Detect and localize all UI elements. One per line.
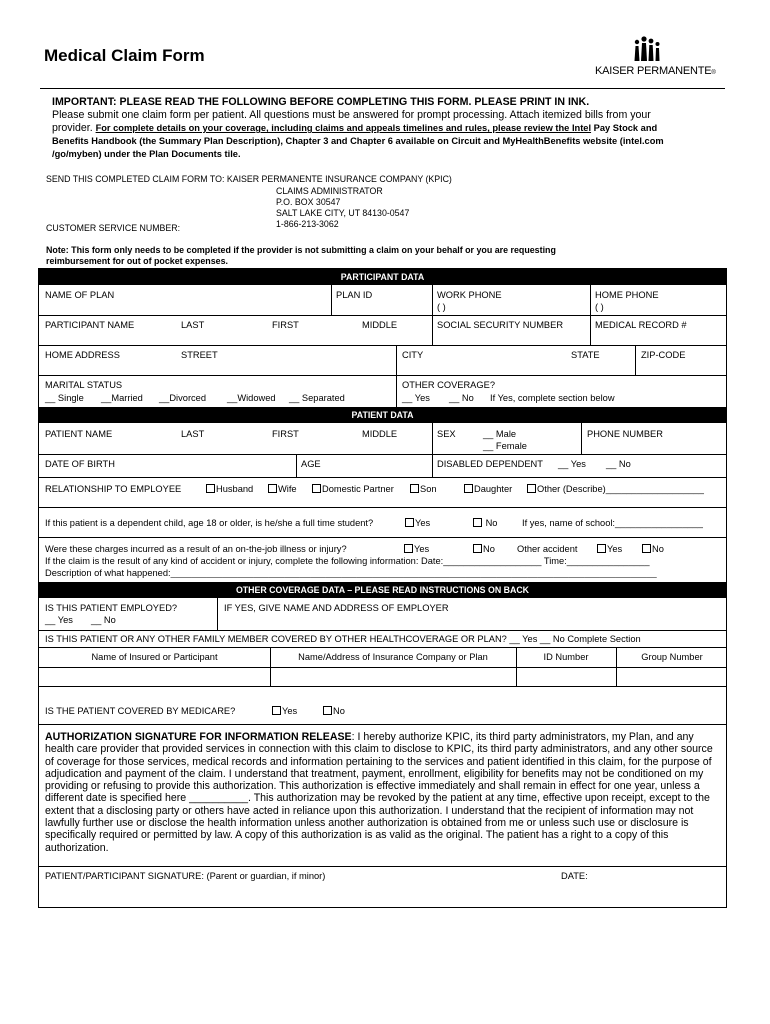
employed-no[interactable]: __ No — [91, 615, 116, 625]
rel-husband-label: Husband — [216, 484, 254, 494]
customer-service-phone: 1-866-213-3062 — [276, 219, 339, 229]
rel-other-label: Other (Describe)___________________ — [537, 484, 704, 494]
other-coverage-no[interactable]: __ No — [449, 393, 474, 403]
medicare-no-label: No — [333, 706, 345, 716]
rel-husband-checkbox[interactable] — [206, 484, 253, 494]
job-injury-question: Were these charges incurred as a result of an on-the-job illness or injury? — [45, 544, 347, 554]
claim-form-box — [38, 268, 727, 908]
checkbox-icon — [597, 544, 606, 553]
medicare-yes-label: Yes — [282, 706, 298, 716]
state-field[interactable]: STATE — [571, 350, 600, 360]
student-no-checkbox[interactable] — [473, 518, 497, 528]
kaiser-people-icon — [633, 36, 661, 62]
mailing-address — [276, 186, 409, 230]
employed-yes[interactable]: __ Yes — [45, 615, 73, 625]
header-divider — [40, 88, 725, 89]
rel-son-label: Son — [420, 484, 437, 494]
home-address-field[interactable]: HOME ADDRESS — [45, 350, 120, 360]
important-heading: IMPORTANT: PLEASE READ THE FOLLOWING BEFORE COMPLETING THIS FORM. PLEASE PRINT IN INK. — [52, 96, 590, 108]
address-line-1: CLAIMS ADMINISTRATOR — [276, 186, 383, 196]
important-line-2a: provider. — [52, 122, 96, 134]
name-of-plan-field[interactable]: NAME OF PLAN — [45, 290, 115, 300]
description-field[interactable]: Description of what happened:______________________________________________________________________________________________ — [45, 568, 657, 578]
participant-data-band: PARTICIPANT DATA — [39, 269, 726, 285]
rel-son-checkbox[interactable] — [410, 484, 437, 494]
student-yes-checkbox[interactable] — [405, 518, 430, 528]
school-name-field[interactable]: If yes, name of school:_________________ — [522, 518, 703, 528]
rel-partner-checkbox[interactable] — [312, 484, 394, 494]
signature-field[interactable]: PATIENT/PARTICIPANT SIGNATURE: (Parent or guardian, if minor) — [45, 871, 326, 881]
street-label: STREET — [181, 350, 218, 360]
authorization-heading: AUTHORIZATION SIGNATURE FOR INFORMATION RELEASE — [45, 731, 352, 743]
marital-married-option[interactable]: __Married — [101, 393, 143, 403]
relationship-label: RELATIONSHIP TO EMPLOYEE — [45, 484, 182, 494]
checkbox-icon — [323, 706, 332, 715]
sex-label: SEX — [437, 429, 456, 439]
col-id-header: ID Number — [543, 652, 589, 662]
age-field[interactable]: AGE — [301, 459, 321, 469]
medical-record-field[interactable]: MEDICAL RECORD # — [595, 320, 687, 330]
job-no-label: No — [483, 544, 495, 554]
accident-yes-checkbox[interactable] — [597, 544, 622, 554]
col-company-header: Name/Address of Insurance Company or Plan — [298, 652, 488, 662]
col-group-header: Group Number — [641, 652, 703, 662]
logo-wordmark: KAISER PERMANENTE — [595, 65, 712, 77]
form-title: Medical Claim Form — [44, 46, 205, 65]
rel-wife-label: Wife — [278, 484, 297, 494]
other-coverage-band: OTHER COVERAGE DATA – PLEASE READ INSTRUCTIONS ON BACK — [39, 582, 726, 598]
checkbox-icon — [527, 484, 536, 493]
dob-field[interactable]: DATE OF BIRTH — [45, 459, 115, 469]
student-question: If this patient is a dependent child, age 18 or older, is he/she a full time student? — [45, 518, 374, 528]
student-yes-label: Yes — [415, 518, 431, 528]
disabled-yes[interactable]: __ Yes — [558, 459, 586, 469]
marital-widowed-option[interactable]: __Widowed — [227, 393, 276, 403]
address-line-3: SALT LAKE CITY, UT 84130-0547 — [276, 208, 410, 218]
important-notice — [52, 96, 722, 161]
accident-yes-label: Yes — [607, 544, 623, 554]
authorization-body: : I hereby authorize KPIC, its third party administrators, my Plan, and any health care provider that provided services in connection with this claim to disclose to KPIC, its third party administrators, and any other source of coverage for those services, medical records and information pertaining to the services and patient identified in this claim, for the purpose of adjudication and payment of the claim. I understand that treatment, payment, enrollment, eligibility for benefits may not be conditioned on my providing or refusing to provide this authorization. This authorization is effective immediately and shall remain in effect for one year, unless a different date is specified here __________. This authorization may be revoked by the patient at any time, effective upon receipt, except to the extent that a disclosing party or others have acted in reliance upon this authorization. I understand that the recipient of information may not lawfully further use or disclose the health information unless another authorization is obtained from me or unless such use or disclosure is specifically required or permitted by law. A copy of this authorization is as valid as the original. The patient has a right to a copy of this authorization. — [45, 731, 713, 854]
accident-date-time-field[interactable]: If the claim is the result of any kind of accident or injury, complete the following information: Date:___________________ Time:________________ — [45, 556, 650, 566]
sex-male-option[interactable]: __ Male — [483, 429, 517, 439]
patient-data-band: PATIENT DATA — [39, 407, 726, 423]
other-family-coverage-question[interactable]: IS THIS PATIENT OR ANY OTHER FAMILY MEMBER COVERED BY OTHER HEALTHCOVERAGE OR PLAN? __ Yes __ No Complete Section — [45, 634, 641, 644]
send-to-label: SEND THIS COMPLETED CLAIM FORM TO: KAISER PERMANENTE INSURANCE COMPANY (KPIC) — [46, 174, 452, 184]
patient-name-field[interactable]: PATIENT NAME — [45, 429, 113, 439]
plan-id-field[interactable]: PLAN ID — [336, 290, 373, 300]
participant-name-field[interactable]: PARTICIPANT NAME — [45, 320, 135, 330]
patient-phone-field[interactable]: PHONE NUMBER — [587, 429, 663, 439]
patient-last-label: LAST — [181, 429, 205, 439]
checkbox-icon — [473, 518, 482, 527]
rel-partner-label: Domestic Partner — [322, 484, 394, 494]
participant-first-label: FIRST — [272, 320, 299, 330]
other-coverage-note: If Yes, complete section below — [490, 393, 615, 403]
marital-status-label: MARITAL STATUS — [45, 380, 123, 390]
home-phone-paren: ( ) — [595, 302, 604, 312]
rel-wife-checkbox[interactable] — [268, 484, 297, 494]
important-line-2c: Pay Stock and — [591, 123, 658, 133]
col-insured-header: Name of Insured or Participant — [91, 652, 218, 662]
job-yes-checkbox[interactable] — [404, 544, 429, 554]
zip-field[interactable]: ZIP-CODE — [641, 350, 686, 360]
home-phone-field[interactable]: HOME PHONE — [595, 290, 659, 300]
accident-no-checkbox[interactable] — [642, 544, 664, 554]
patient-first-label: FIRST — [272, 429, 299, 439]
accident-no-label: No — [652, 544, 664, 554]
date-field[interactable]: DATE: — [561, 871, 588, 881]
other-coverage-yes[interactable]: __ Yes — [402, 393, 430, 403]
checkbox-icon — [410, 484, 419, 493]
important-line-1: Please submit one claim form per patient. All questions must be answered for prompt processing. Attach itemized bills from your — [52, 109, 651, 121]
city-field[interactable]: CITY — [402, 350, 424, 360]
checkbox-icon — [206, 484, 215, 493]
important-line-3: Benefits Handbook (the Summary Plan Description), Chapter 3 and Chapter 6 available on Circuit and MyHealthBenefits website (intel.com — [52, 136, 664, 146]
medicare-no-checkbox[interactable] — [323, 706, 345, 716]
sex-female-option[interactable]: __ Female — [483, 441, 527, 451]
coverage-details-text: For complete details on your coverage, including claims and appeals timelines and rules, please review the Intel — [95, 123, 592, 133]
work-phone-paren: ( ) — [437, 302, 446, 312]
other-accident-label: Other accident — [517, 544, 578, 554]
important-line-4: /go/myben) under the Plan Documents tile. — [52, 149, 241, 159]
checkbox-icon — [473, 544, 482, 553]
customer-service-label: CUSTOMER SERVICE NUMBER: — [46, 223, 181, 233]
rel-daughter-checkbox[interactable] — [464, 484, 512, 494]
address-line-2: P.O. BOX 30547 — [276, 197, 341, 207]
ssn-field[interactable]: SOCIAL SECURITY NUMBER — [437, 320, 564, 330]
job-no-checkbox[interactable] — [473, 544, 495, 554]
disabled-no[interactable]: __ No — [606, 459, 631, 469]
disabled-dependent-label: DISABLED DEPENDENT — [437, 459, 543, 469]
student-no-label: No — [485, 518, 498, 528]
participant-middle-label: MIDDLE — [362, 320, 398, 330]
logo-registered-mark: ® — [711, 70, 716, 76]
marital-separated-option[interactable]: __ Separated — [289, 393, 345, 403]
checkbox-icon — [268, 484, 277, 493]
patient-middle-label: MIDDLE — [362, 429, 398, 439]
kaiser-logo — [595, 36, 725, 82]
note — [46, 245, 686, 266]
employed-question: IS THIS PATIENT EMPLOYED? — [45, 603, 178, 613]
note-line-2: reimbursement for out of pocket expenses. — [46, 255, 228, 266]
rel-other-checkbox[interactable] — [527, 484, 704, 494]
job-yes-label: Yes — [414, 544, 430, 554]
checkbox-icon — [405, 518, 414, 527]
checkbox-icon — [464, 484, 473, 493]
note-line-1: Note: This form only needs to be completed if the provider is not submitting a claim on your behalf or you are requesting — [46, 245, 556, 255]
checkbox-icon — [272, 706, 281, 715]
marital-divorced-option[interactable]: __Divorced — [159, 393, 207, 403]
participant-last-label: LAST — [181, 320, 205, 330]
authorization-statement — [45, 731, 723, 854]
medicare-yes-checkbox[interactable] — [272, 706, 297, 716]
checkbox-icon — [404, 544, 413, 553]
employer-field[interactable]: IF YES, GIVE NAME AND ADDRESS OF EMPLOYER — [224, 603, 449, 613]
medicare-question: IS THE PATIENT COVERED BY MEDICARE? — [45, 706, 236, 716]
other-coverage-label: OTHER COVERAGE? — [402, 380, 495, 390]
work-phone-field[interactable]: WORK PHONE — [437, 290, 502, 300]
marital-single-option[interactable]: __ Single — [45, 393, 84, 403]
rel-daughter-label: Daughter — [474, 484, 513, 494]
checkbox-icon — [642, 544, 651, 553]
checkbox-icon — [312, 484, 321, 493]
